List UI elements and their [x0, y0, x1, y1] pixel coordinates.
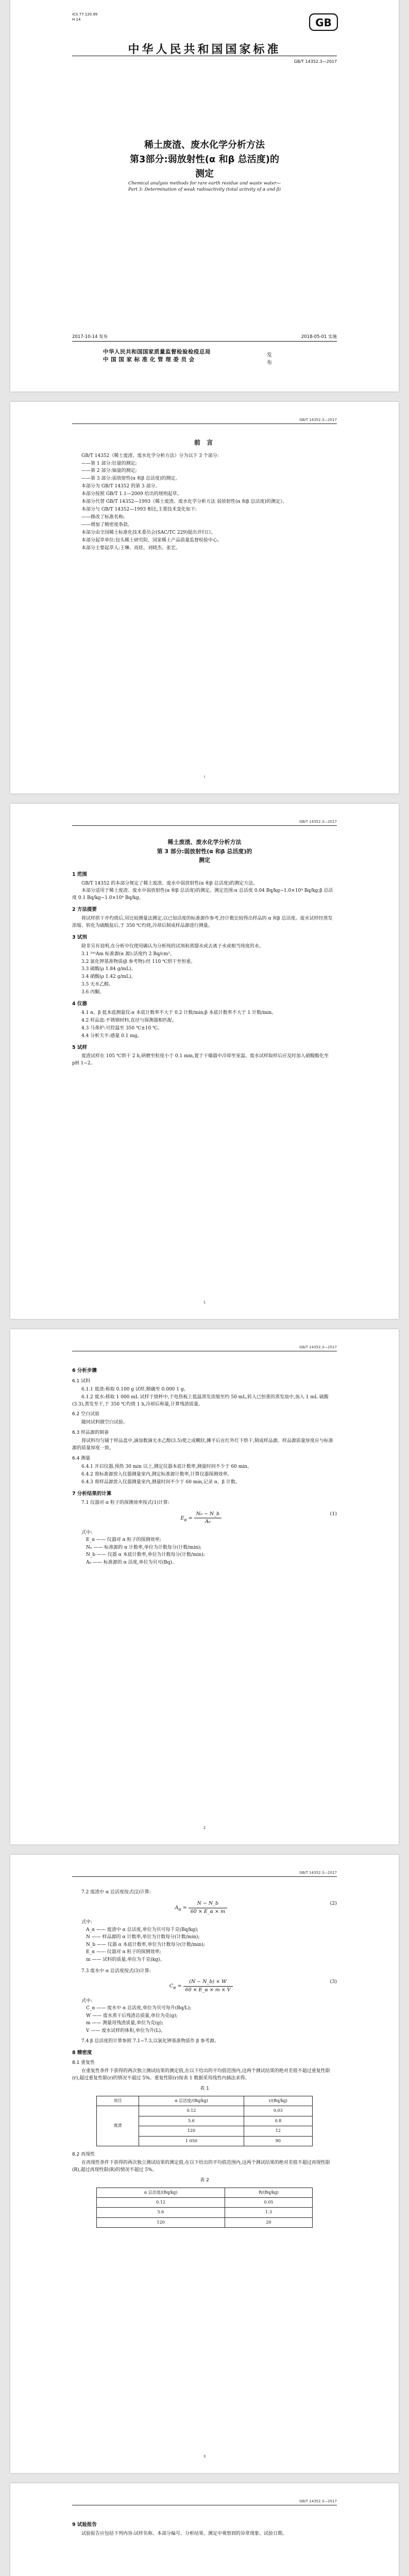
section-heading: 9 试验报告 — [72, 2522, 97, 2528]
symbol-definition: C_α —— 废水中 α 总活度,单位为贝可每升(Bq/L); — [86, 2006, 192, 2011]
formula-denominator: 60 × E_α × m × V — [185, 1987, 231, 1993]
formula-lhs: C — [169, 1984, 174, 1990]
publish-suffix: 发布 — [267, 352, 272, 366]
paragraph: 随同试料做空白试验。 — [81, 1420, 128, 1426]
symbol-definition: A₀ —— 标准源的 α 活度,单位为贝可(Bq)。 — [86, 1560, 177, 1565]
foreword-line: 本部分主要起草人:王琳、高娃、刘晓杰、张宏。 — [81, 545, 181, 551]
table-cell: 90 — [244, 2136, 312, 2146]
table-cell: 废渣 — [97, 2106, 139, 2146]
table-header-cell: α 总活度/(Bq/kg) — [139, 2096, 244, 2106]
foreword-title: 前 言 — [194, 439, 215, 446]
page-number: 1 — [203, 1300, 206, 1305]
table-cell: 0.05 — [225, 2198, 313, 2208]
foreword-line: GB/T 14352《稀土废渣、废水化学分析方法》分为以下 3 个部分: — [81, 453, 219, 459]
paragraph: 6.4.2 将标准源放入仪器测量室内,测定标准源计数率,计算仪器探测效率。 — [81, 1472, 232, 1478]
body-title — [72, 838, 337, 865]
table-header-cell: 项目 — [97, 2096, 139, 2106]
paragraph: 7.3 废水中 α 总活度按式(3)计算: — [81, 1968, 151, 1974]
foreword-line: 本部分为 GB/T 14352 的第 3 部分。 — [81, 484, 160, 489]
page-header-code: GB/T 14352.3—2017 — [299, 418, 337, 422]
paragraph: 7.4 β 总活度的计算参照 7.1~7.3,以氯化钾基准物质作 β 参考源。 — [81, 2038, 219, 2044]
subsection-heading: 6.1 试料 — [72, 1378, 91, 1384]
table-caption: 表 2 — [200, 2177, 209, 2183]
publisher-line: 中华人民共和国国家质量监督检验检疫总局 — [103, 349, 211, 355]
formula-1: $E_\alpha$ = $\frac{\text{N₀ − N\_b}}{\text{A₀}}$ (1) — [72, 1511, 337, 1526]
subsection-heading: 6.4 测量 — [72, 1456, 91, 1462]
foreword-line: 本部分代替 GB/T 14352—1993《稀土废渣、废水化学分析方法 弱放射性(α 和β 总活度)的测定》。 — [81, 499, 287, 505]
foreword-line: 本部分与 GB/T 14352—1993 相比,主要技术变化如下: — [81, 507, 197, 513]
symbol-definition: V —— 废水试样的体积,单位为升(L)。 — [86, 2028, 166, 2033]
header-rule — [72, 825, 337, 826]
reagent-item: 3.2 氯化钾基准物质(β 参考物):经 110 ℃烘干至恒重。 — [81, 959, 196, 964]
body-page-4 — [10, 2483, 399, 2576]
section-heading: 2 方法提要 — [72, 907, 97, 913]
table-cell: 0.12 — [97, 2198, 225, 2208]
formula-denominator: A₀ — [205, 1519, 211, 1525]
page-number: I — [203, 775, 206, 779]
table-cell: 1.3 — [225, 2208, 313, 2217]
symbol-definition: m —— 测量用残渣质量,单位为克(g); — [86, 2021, 163, 2026]
instrument-item: 4.1 α、β 低本底测量仪:α 本底计数率不大于 0.2 计数/min;β 本底计数率不大于 1 计数/min。 — [81, 1010, 277, 1015]
formula-3: $C_\alpha$ = $\frac{(N - N\_b) \times W}{60 \times E\_\alpha \times m \times V}$ (3) — [72, 1978, 337, 1994]
body-page-2 — [10, 1329, 399, 1844]
page-header-code: GB/T 14352.3—2017 — [299, 2499, 337, 2503]
issue-date: 2017-10-14 发布 — [72, 334, 108, 340]
cover-rule-bottom — [72, 341, 337, 342]
symbol-definition: m —— 试料的质量,单位为千克(kg)。 — [86, 1957, 165, 1962]
gb-logo-icon — [309, 13, 338, 31]
page-number: 3 — [203, 2454, 206, 2459]
formula-lhs: A — [175, 1905, 179, 1911]
paragraph: 在再现性条件下获得的两次独立测试结果的测定值,在以下给出的平均值范围内,这两个测试结果的绝对差值不超过再现性限(R),超过再现性限(R)的情况不超过 5%。 — [72, 2160, 330, 2173]
paragraph: 6.4.1 开启仪器,预热 30 min 以上,测定仪器本底计数率,测量时间不少于 60 min。 — [81, 1464, 252, 1470]
foreword-page — [10, 402, 399, 793]
table-header-row — [97, 2188, 313, 2197]
paragraph: 废渣试样在 105 ℃烘干 2 h,研磨至粒度小于 0.1 mm,置于干燥器中冷却至室温。废水试样取样后应及时加入硝酸酸化至 pH 1~2。 — [72, 1054, 329, 1066]
formula-fraction — [183, 1978, 233, 1994]
table-header-cell: R/(Bq/kg) — [225, 2188, 313, 2197]
body-page-1 — [10, 804, 399, 1319]
paragraph: 将试料均匀铺于样品盘中,滴加数滴无水乙醇(3.5)使之成糊状,摊平后在红外灯下烘干,制成样品源。样品源质量厚度应与标准源的质量厚度一致。 — [72, 1438, 333, 1451]
header-rule — [72, 423, 337, 424]
table-row — [97, 2198, 313, 2208]
symbol-definition: N_b —— 仪器 α 本底计数率,单位为计数每分(计数/min); — [86, 1552, 205, 1558]
formula-numerator: (N − N_b) × W — [183, 1978, 233, 1987]
table-header-cell: r/(Bq/kg) — [244, 2096, 312, 2106]
standard-name-line: 稀土废渣、废水化学分析方法 — [144, 140, 265, 150]
paragraph: 除非另有说明,在分析中仅使用确认为分析纯的试剂和蒸馏水或去离子水或相当纯度的水。 — [81, 943, 264, 949]
subsection-heading: 6.2 空白试验 — [72, 1412, 100, 1417]
body-title-line: 测定 — [199, 857, 210, 864]
foreword-body — [72, 453, 337, 552]
body-page-3 — [10, 1855, 399, 2473]
standard-name-line: 测定 — [195, 168, 214, 179]
where-label: 式中: — [81, 1998, 93, 2004]
foreword-line: 本部分按照 GB/T 1.1—2009 给出的规则起草。 — [81, 492, 182, 497]
page-number: 2 — [203, 1826, 206, 1831]
table-cell: 1 050 — [139, 2136, 244, 2146]
paragraph: 在重复性条件下获得的两次独立测试结果的测定值,在以下给出的平均值范围内,这两个测试结果的绝对差值不超过重复性限(r),超过重复性限(r)的情况不超过 5%。重复性限(r)按表 1 数据采用线性内插法求得。 — [72, 2069, 330, 2081]
formula-fraction — [194, 1511, 221, 1526]
table-cell: 5.6 — [97, 2208, 225, 2217]
paragraph: 7.1 仪器对 α 粒子的探测效率按式(1)计算: — [81, 1500, 169, 1505]
table-cell: 5.6 — [139, 2116, 244, 2126]
standard-name — [10, 138, 399, 181]
table-caption: 表 1 — [200, 2086, 209, 2092]
foreword-line: ——修改了标准名称; — [81, 515, 125, 520]
implementation-date: 2018-05-01 实施 — [301, 334, 337, 340]
instrument-item: 4.4 分析天平:感量 0.1 mg。 — [81, 1033, 142, 1039]
table-row — [97, 2217, 313, 2227]
svg-text:GB: GB — [315, 16, 332, 29]
publishers — [103, 348, 272, 366]
formula-fraction — [189, 1900, 227, 1916]
table-header-row — [97, 2096, 313, 2106]
formula-number: (1) — [330, 1511, 337, 1517]
table-cell: 120 — [97, 2217, 225, 2227]
foreword-line: ——增加了精密度条款。 — [81, 522, 133, 528]
page-header-code: GB/T 14352.3—2017 — [299, 820, 337, 824]
classification-codes — [72, 12, 97, 23]
repeatability-table — [96, 2096, 313, 2146]
reagent-item: 3.4 硝酸(ρ 1.42 g/mL)。 — [81, 974, 136, 980]
reproducibility-table — [96, 2188, 313, 2228]
standard-name-line: 第3部分:弱放射性(α 和β 总活度)的 — [130, 154, 279, 165]
header-rule — [72, 1876, 337, 1877]
table-header-cell: α 总活度/(Bq/kg) — [97, 2188, 225, 2197]
section-heading: 7 分析结果的计算 — [72, 1490, 112, 1497]
page-header-code: GB/T 14352.3—2017 — [299, 1345, 337, 1349]
instrument-item: 4.3 马弗炉:可控温至 350 ℃±10 ℃。 — [81, 1025, 163, 1031]
foreword-line: ——第 3 部分:弱放射性(α 和β 总活度)的测定。 — [81, 476, 180, 482]
table-cell: 0.03 — [244, 2106, 312, 2116]
foreword-line: ——第 1 部分:钍量的测定; — [81, 461, 137, 466]
ics-code: ICS 77.120.99 — [72, 12, 98, 16]
english-title — [72, 180, 337, 193]
section-heading: 8 精密度 — [72, 2049, 92, 2056]
table-cell: 20 — [225, 2217, 313, 2227]
symbol-definition: E_α —— 仪器对 α 粒子的探测效率; — [86, 1950, 161, 1955]
reagent-item: 3.6 丙酮。 — [81, 990, 105, 995]
formula-2: $A_\alpha$ = $\frac{N - N\_b}{60 \times E\_\alpha \times m}$ (2) — [72, 1900, 337, 1916]
foreword-line: ——第 2 部分:铀量的测定; — [81, 468, 137, 474]
body-title-line: 第 3 部分:弱放射性(α 和β 总活度)的 — [157, 848, 252, 855]
reagent-item: 3.3 硫酸(ρ 1.84 g/mL)。 — [81, 967, 136, 972]
english-title-line: Chemical analysis methods for rare earth residue and waste water— — [128, 181, 281, 186]
subsection-heading: 6.3 样品源的制备 — [72, 1430, 109, 1436]
section-heading: 5 试样 — [72, 1044, 87, 1050]
formula-lhs-sub: α — [184, 1517, 187, 1522]
paragraph: 6.1.2 废水:移取 1 000 mL 试样于烧杯中,于电热板上低温蒸发浓缩至约 50 mL,转入已恒重的蒸发皿中,加入 1 mL 硫酸(3.3),蒸发至干,于 350 ℃灼烧 1 h,冷却后称量,计算残渣质量。 — [72, 1394, 329, 1407]
formula-numerator: N − N_b — [189, 1900, 227, 1908]
national-standard-title: 中华人民共和国国家标准 — [128, 43, 281, 56]
table-row — [97, 2208, 313, 2217]
table-row — [97, 2106, 313, 2116]
cover-page — [10, 0, 399, 392]
publisher-line: 中 国 国 家 标 准 化 管 理 委 员 会 — [103, 357, 195, 363]
paragraph: 本部分适用于稀土废渣、废水中弱放射性(α 和β 总活度)的测定。测定范围:α 总活度 0.04 Bq/kg~1.0×10⁴ Bq/kg;β 总活度 0.1 Bq/kg~1.0×10⁴ Bq/kg。 — [72, 888, 333, 901]
where-label: 式中: — [81, 1530, 93, 1535]
symbol-definition: N_b —— 仪器 α 本底计数率,单位为计数每分(计数/min); — [86, 1942, 205, 1947]
table-cell: 0.12 — [139, 2106, 244, 2116]
paragraph: GB/T 14352 的本部分规定了稀土废渣、废水中弱放射性(α 和β 总活度)的测定方法。 — [81, 880, 258, 886]
table-cell: 0.8 — [244, 2116, 312, 2126]
reagent-item: 3.1 ²⁴¹Am 标准源(α 源):活度约 2 Bq/cm²。 — [81, 951, 175, 957]
section-heading: 6 分析步骤 — [72, 1368, 97, 1374]
foreword-line: 本部分起草单位:包头稀土研究院、国家稀土产品质量监督检验中心。 — [81, 537, 223, 543]
where-label: 式中: — [81, 1920, 93, 1925]
formula-lhs-sub: α — [178, 1907, 181, 1912]
paragraph: 试验报告应包括下列内容:试样名称、本部分编号、分析结果、测定中观察到的异常现象、试验日期。 — [81, 2531, 287, 2536]
symbol-definition: E_α —— 仪器对 α 粒子的探测效率; — [86, 1537, 161, 1543]
subsection-heading: 8.1 重复性 — [72, 2060, 95, 2066]
section-heading: 4 仪器 — [72, 1001, 87, 1007]
table-cell: 12 — [244, 2126, 312, 2136]
table-cell: 120 — [139, 2126, 244, 2136]
formula-denominator: 60 × E_α × m — [190, 1908, 225, 1914]
symbol-definition: N —— 样品源的 α 计数率,单位为计数每分(计数/min); — [86, 1935, 200, 1940]
subsection-heading: 8.2 再现性 — [72, 2151, 95, 2157]
formula-numerator: N₀ − N_b — [194, 1511, 221, 1519]
body-title-line: 稀土废渣、废水化学分析方法 — [167, 839, 242, 845]
paragraph: 6.4.3 将样品源放入仪器测量室内,测量时间不少于 60 min,记录 α、β 计数。 — [81, 1479, 240, 1485]
page-header-code: GB/T 14352.3—2017 — [299, 1871, 337, 1875]
formula-number: (2) — [330, 1900, 337, 1906]
formula-lhs-sub: α — [173, 1986, 176, 1991]
paragraph: 6.1.1 废渣:称取 0.100 g 试样,精确至 0.000 1 g。 — [81, 1386, 189, 1392]
symbol-definition: W —— 废水蒸干后残渣总质量,单位为克(g); — [86, 2013, 178, 2019]
section-heading: 1 范围 — [72, 871, 87, 877]
ccs-code: H 14 — [72, 17, 81, 22]
formula-lhs: E — [180, 1515, 184, 1521]
symbol-definition: A_α —— 废渣中 α 总活度,单位为贝可每千克(Bq/kg); — [86, 1927, 199, 1933]
formula-number: (3) — [330, 1979, 337, 1985]
standard-code: GB/T 14352.3—2017 — [294, 59, 337, 64]
paragraph: 7.2 废渣中 α 总活度按式(2)计算: — [81, 1890, 151, 1895]
instrument-item: 4.2 样品盘:不锈钢材料,直径与探测器相匹配。 — [81, 1018, 177, 1023]
foreword-line: 本部分由全国稀土标准化技术委员会(SAC/TC 229)提出并归口。 — [81, 530, 216, 535]
paragraph: 将试样烘干并灼烧后,用比较测量法测定,以已知活度的标准源作参考,经计数比较得出样品的 α 和β 总活度。废水试样经蒸发浓缩、转化为硫酸盐后,于 350 ℃灼烧,冷却后制成样品源进行测量。 — [72, 916, 333, 928]
english-title-line: Part 3: Determination of weak radioactivity (total activity of α and β) — [128, 187, 281, 193]
symbol-definition: N₀ —— 标准源的 α 计数率,单位为计数每分(计数/min); — [86, 1545, 202, 1550]
reagent-item: 3.5 无水乙醇。 — [81, 982, 114, 988]
dates-row — [72, 334, 337, 341]
section-heading: 3 试剂 — [72, 934, 87, 940]
